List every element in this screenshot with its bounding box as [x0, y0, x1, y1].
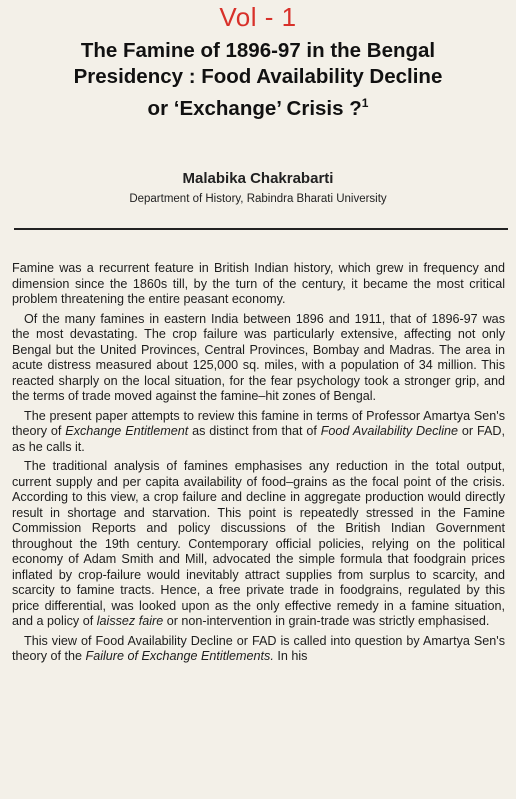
paragraph-4-italic: laissez faire — [96, 614, 164, 628]
paragraph-4-text-b: or non-intervention in grain-trade was strictly emphasised. — [163, 614, 490, 628]
article-body — [12, 261, 505, 669]
author-name: Malabika Chakrabarti — [182, 170, 334, 187]
paragraph-3-text-b: as distinct from that of — [188, 424, 321, 438]
title-line-1: The Famine of 1896-97 in the Bengal — [80, 39, 436, 62]
paragraph-3-text-c: or FAD, as he calls it. — [12, 424, 505, 454]
article-title — [10, 38, 506, 122]
paragraph-4 — [12, 459, 505, 630]
paragraph-3-italic-2: Food Availability Decline — [320, 424, 459, 438]
paragraph-5-text-b: In his — [273, 649, 308, 663]
paragraph-3-text-a: The present paper attempts to review this famine in terms of Professor Amartya Sen's theory of — [12, 408, 505, 438]
paragraph-5 — [12, 634, 505, 665]
paragraph-5-italic: Failure of Exchange Entitlements. — [85, 649, 274, 663]
title-line-3 — [10, 90, 506, 122]
author-affiliation: Department of History, Rabindra Bharati University — [129, 193, 387, 205]
paragraph-1: Famine was a recurrent feature in British Indian history, which grew in frequency and dimension since the 1860s till, by the turn of the century, it became the most critical problem threatening the entire peasant economy. — [12, 261, 505, 306]
paragraph-3 — [12, 409, 505, 456]
footnote-marker: 1 — [361, 96, 369, 110]
title-line-2: Presidency : Food Availability Decline — [73, 65, 443, 88]
paragraph-3-italic-1: Exchange Entitlement — [65, 424, 189, 438]
volume-label: Vol - 1 — [219, 2, 297, 32]
title-line-3-text: or ‘Exchange’ Crisis ? — [147, 96, 362, 120]
paragraph-2: Of the many famines in eastern India between 1896 and 1911, that of 1896-97 was the most devastating. The crop failure was particularly extensive, affecting not only Bengal but the United Provinces, Central Provinces, Bombay and Madras. The area in acute distress measured about 125,000 sq. miles, with a population of 34 million. This reacted sharply on the local situation, for the fear psychology took a stronger grip, and the terms of trade moved against the famine–hit zones of Bengal. — [12, 311, 505, 403]
divider-rule — [14, 228, 508, 230]
paragraph-4-text-a: The traditional analysis of famines emphasises any reduction in the total output, current supply and per capita availability of food–grains as the focal point of the crisis. According to this view, a crop failure and decline in aggregate production would directly result in shortage and starvation. This point is repeatedly stressed in the Famine Commission Reports and policy discussions of the British Indian Government throughout the 19th century. Contemporary official policies, relying on the political economy of Adam Smith and Mill, advocated the simple formula that foodgrain prices inflated by crop-failure would inevitably attract supplies from surplus to scarcity, and scarcity to famine tracts. Hence, a free private trade in foodgrains, regulated by this price differential, was looked upon as the only effective remedy in a famine situation, and a policy of — [12, 459, 505, 628]
paragraph-5-text-a: This view of Food Availability Decline or FAD is called into question by Amartya Sen's theory of the — [12, 633, 505, 663]
